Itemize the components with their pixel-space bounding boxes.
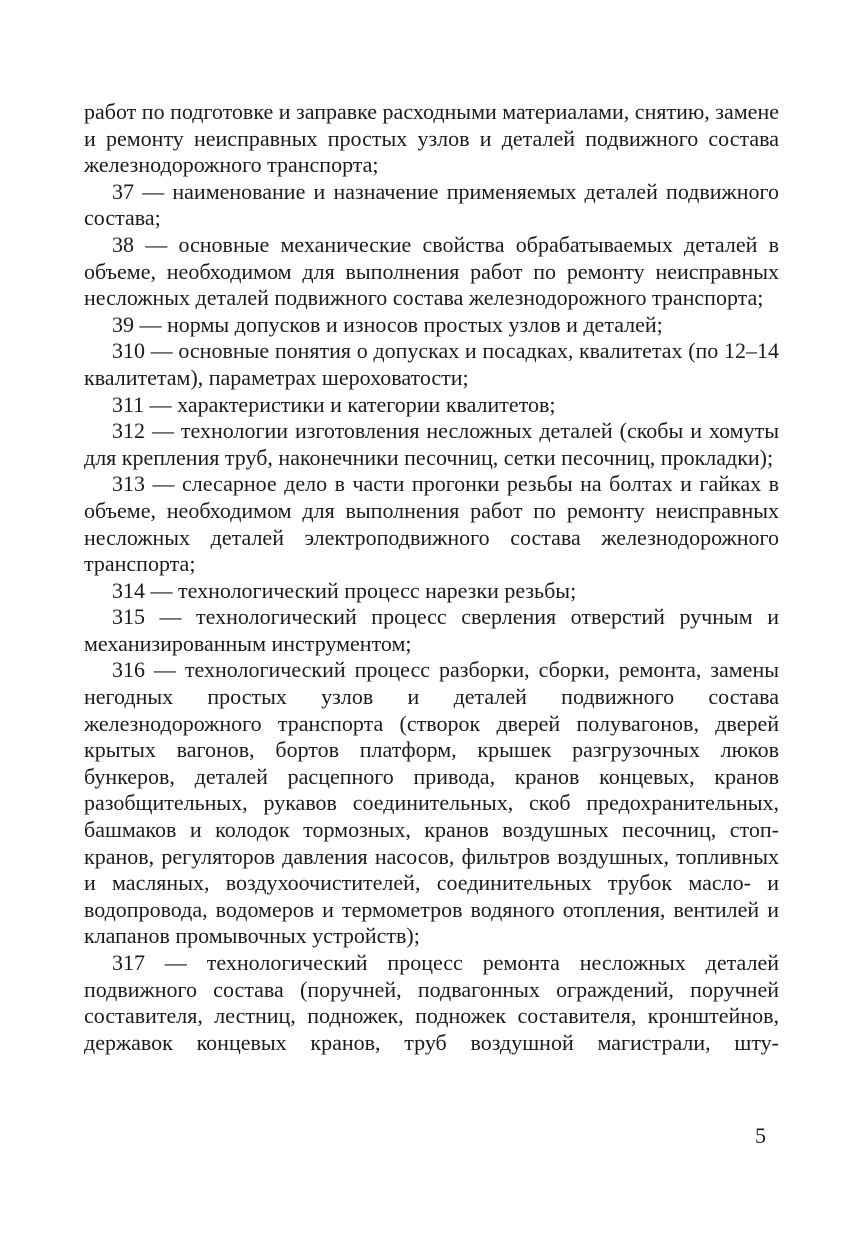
paragraph: 315 — технологический процесс сверления отверстий ручным и механизированным инструментом; bbox=[84, 604, 779, 656]
paragraph: 316 — технологический процесс разборки, сборки, ремонта, замены негодных простых узлов и деталей подвижного состава железнодорожного транспорта (створок дверей полувагонов, дверей крытых вагонов, бортов платформ, крышек разгрузочных люков бункеров, деталей расцепного привода, кранов концевых, кранов разобщительных, рукавов соединительных, скоб предохранительных, башмаков и колодок тормозных, кранов воздушных песочниц, стоп-кранов, регуляторов давления насосов, фильтров воздушных, топливных и масляных, воздухоочистителей, соединительных трубок масло- и водопровода, водомеров и термометров водяного отопления, вентилей и клапанов промывочных устройств); bbox=[84, 657, 779, 949]
paragraph: 317 — технологический процесс ремонта несложных деталей подвижного состава (поручней, подвагонных ограждений, поручней составителя, лестниц, подножек, подножек составителя, кронштейнов, державок концевых кранов, труб воздушной магистрали, шту- bbox=[84, 950, 779, 1055]
page-text bbox=[84, 99, 779, 1056]
paragraph: 311 — характеристики и категории квалитетов; bbox=[112, 391, 556, 417]
paragraph: 312 — технологии изготовления несложных деталей (скобы и хомуты для крепления труб, наконечники песочниц, сетки песочниц, прокладки); bbox=[84, 418, 779, 470]
paragraph: 37 — наименование и назначение применяемых деталей подвижного состава; bbox=[84, 178, 779, 231]
paragraph: 310 — основные понятия о допусках и посадках, квалитетах (по 12–14 квалитетам), параметрах шероховатости; bbox=[84, 338, 779, 390]
paragraph: 314 — технологический процесс нарезки резьбы; bbox=[112, 577, 577, 603]
paragraph: работ по подготовке и заправке расходными материалами, снятию, замене и ремонту неисправных простых узлов и деталей подвижного состава железнодорожного транспорта; bbox=[84, 99, 779, 178]
paragraph: 38 — основные механические свойства обрабатываемых деталей в объеме, необходимом для выполнения работ по ремонту неисправных несложных деталей подвижного состава железнодорожного транспорта; bbox=[84, 231, 779, 311]
paragraph: 313 — слесарное дело в части прогонки резьбы на болтах и гайках в объеме, необходимом для выполнения работ по ремонту неисправных несложных деталей электроподвижного состава железнодорожного транспорта; bbox=[84, 471, 779, 577]
paragraph: 39 — нормы допусков и износов простых узлов и деталей; bbox=[112, 311, 663, 337]
page-number: 5 bbox=[755, 1123, 766, 1148]
